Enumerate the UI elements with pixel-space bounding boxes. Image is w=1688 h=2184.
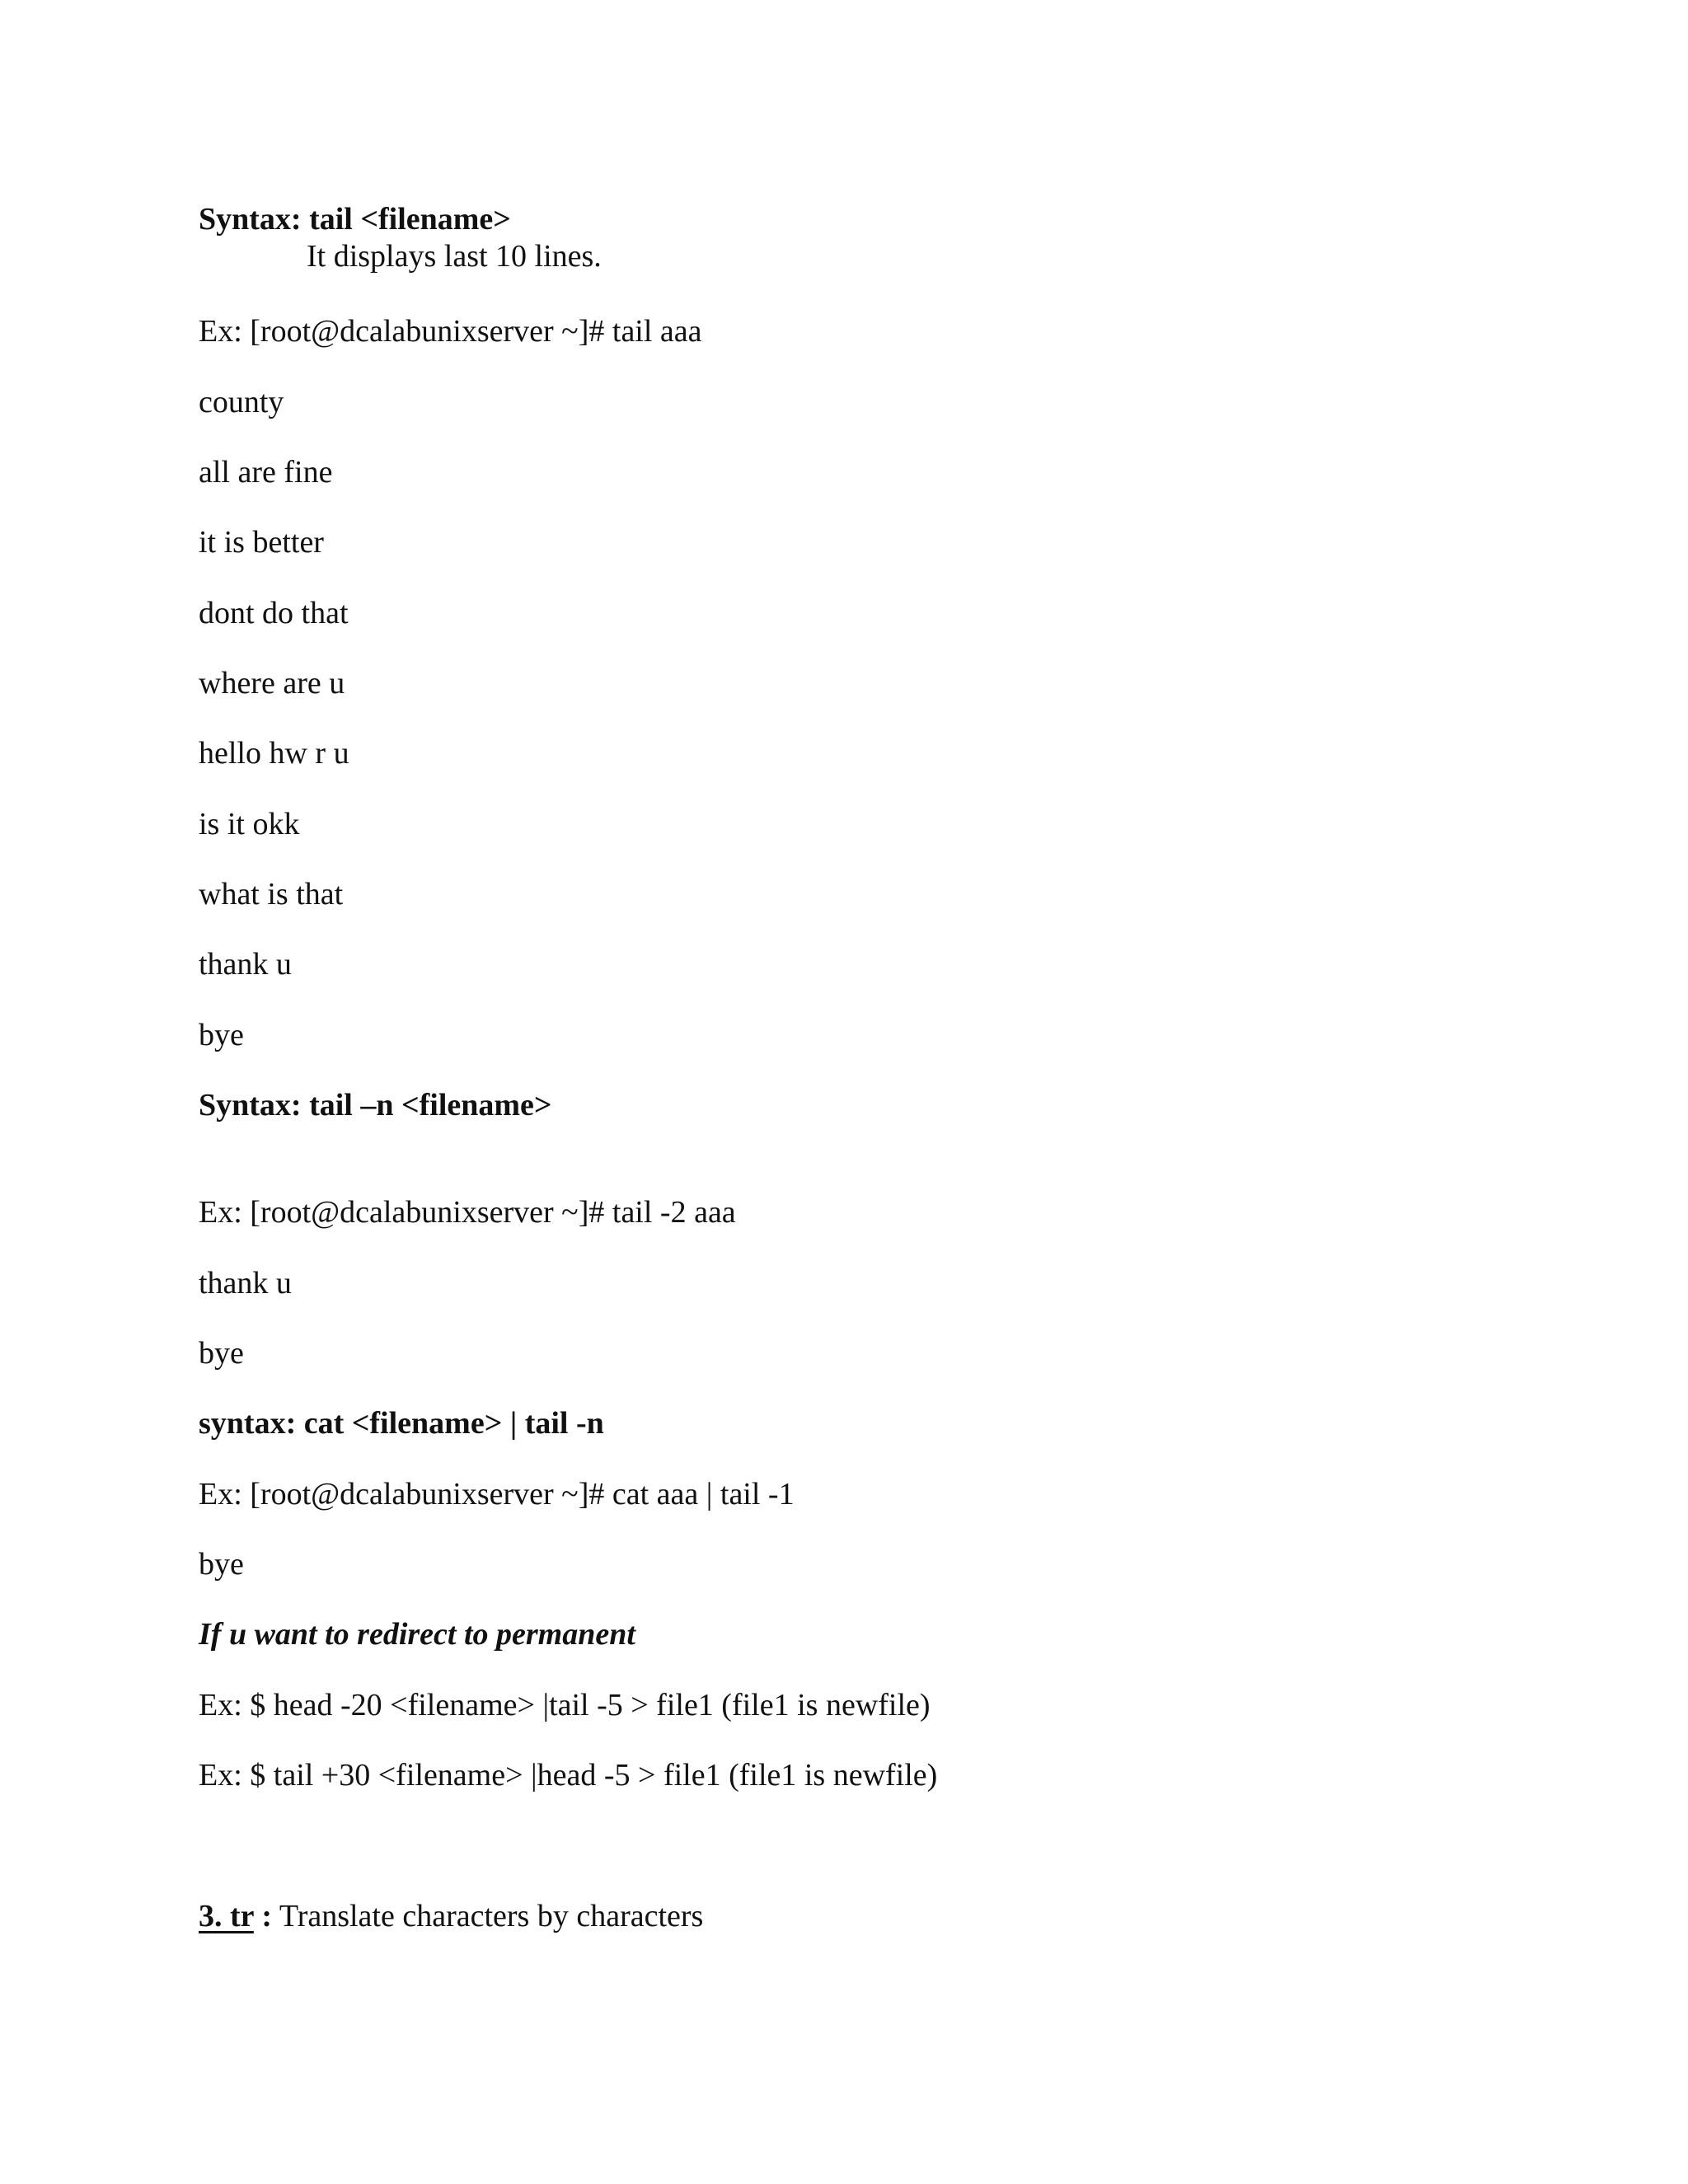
redirect-example-1: Ex: $ head -20 <filename> |tail -5 > file1 (file1 is newfile)	[199, 1688, 931, 1722]
output-line: dont do that	[199, 596, 349, 630]
syntax-tail-n-heading: Syntax: tail –n <filename>	[199, 1088, 552, 1122]
output-line: hello hw r u	[199, 736, 349, 771]
output-line: it is better	[199, 525, 324, 560]
output-line: bye	[199, 1547, 244, 1582]
example-cat-tail: Ex: [root@dcalabunixserver ~]# cat aaa | tail -1	[199, 1477, 795, 1511]
syntax-cat-tail-heading: syntax: cat <filename> | tail -n	[199, 1406, 604, 1441]
output-line: thank u	[199, 947, 292, 982]
tail-description: It displays last 10 lines.	[307, 239, 602, 274]
tr-section	[199, 1900, 703, 1932]
output-line: bye	[199, 1018, 244, 1052]
output-line: where are u	[199, 666, 345, 701]
output-line: thank u	[199, 1266, 292, 1301]
output-line: bye	[199, 1336, 244, 1371]
syntax-tail-heading: Syntax: tail <filename>	[199, 202, 511, 237]
output-line: all are fine	[199, 455, 333, 490]
redirect-example-2: Ex: $ tail +30 <filename> |head -5 > file1 (file1 is newfile)	[199, 1758, 938, 1793]
output-line: what is that	[199, 877, 344, 912]
example-tail-n: Ex: [root@dcalabunixserver ~]# tail -2 aaa	[199, 1195, 736, 1230]
output-line: county	[199, 385, 284, 419]
tr-heading: 3. tr	[199, 1899, 254, 1933]
example-tail: Ex: [root@dcalabunixserver ~]# tail aaa	[199, 314, 702, 349]
tr-description: Translate characters by characters	[272, 1899, 704, 1933]
output-line: is it okk	[199, 807, 300, 841]
redirect-heading: If u want to redirect to permanent	[199, 1617, 635, 1652]
tr-colon: :	[253, 1899, 272, 1933]
